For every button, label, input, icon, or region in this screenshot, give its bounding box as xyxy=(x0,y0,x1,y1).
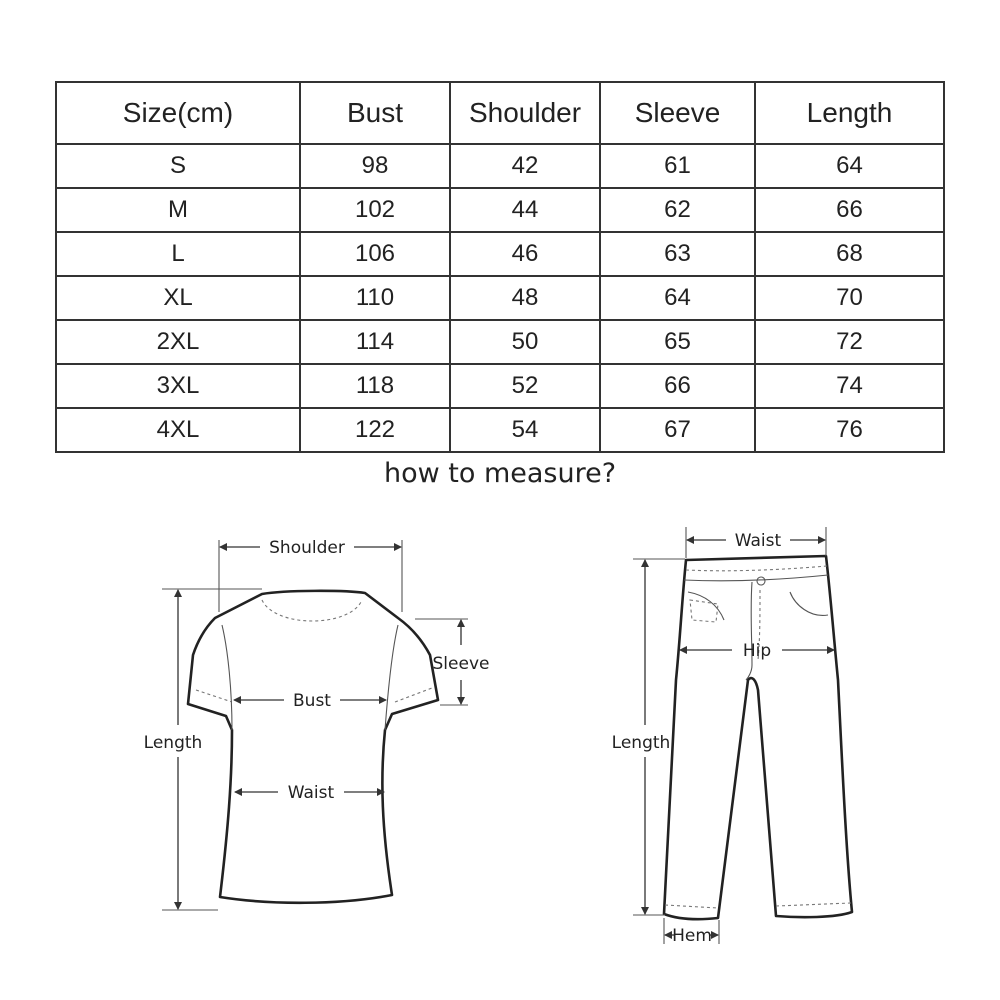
hem-label: Hem xyxy=(672,926,712,946)
cell-bust: 122 xyxy=(300,408,450,452)
header-shoulder: Shoulder xyxy=(450,82,600,144)
tshirt-diagram xyxy=(144,538,490,910)
cell-sleeve: 64 xyxy=(600,276,755,320)
bust-label: Bust xyxy=(293,691,331,711)
cell-length: 72 xyxy=(755,320,944,364)
cell-sleeve: 65 xyxy=(600,320,755,364)
pants-waistband-stitch xyxy=(686,566,827,571)
shoulder-label: Shoulder xyxy=(269,538,345,558)
cell-length: 74 xyxy=(755,364,944,408)
cell-size: 2XL xyxy=(56,320,300,364)
cell-bust: 98 xyxy=(300,144,450,188)
cell-shoulder: 54 xyxy=(450,408,600,452)
cell-length: 70 xyxy=(755,276,944,320)
header-length: Length xyxy=(755,82,944,144)
pants-length-label: Length xyxy=(611,733,671,753)
cell-size: L xyxy=(56,232,300,276)
pants-left-coin-pocket xyxy=(690,600,718,622)
cell-sleeve: 63 xyxy=(600,232,755,276)
cell-length: 66 xyxy=(755,188,944,232)
pants-fly xyxy=(746,582,752,680)
tshirt-right-sleeve-stitch xyxy=(395,688,432,702)
cell-bust: 102 xyxy=(300,188,450,232)
pants-diagram xyxy=(612,527,852,946)
tshirt-collar-stitch xyxy=(262,600,362,621)
length-label: Length xyxy=(143,733,203,753)
pants-outline xyxy=(664,556,852,919)
cell-length: 68 xyxy=(755,232,944,276)
cell-bust: 114 xyxy=(300,320,450,364)
pants-right-pocket xyxy=(790,592,828,615)
waist-label: Waist xyxy=(287,783,335,803)
header-bust: Bust xyxy=(300,82,450,144)
cell-sleeve: 62 xyxy=(600,188,755,232)
header-size: Size(cm) xyxy=(56,82,300,144)
pants-left-pocket xyxy=(688,592,724,620)
cell-sleeve: 66 xyxy=(600,364,755,408)
cell-shoulder: 52 xyxy=(450,364,600,408)
sleeve-label: Sleeve xyxy=(432,654,490,674)
cell-shoulder: 48 xyxy=(450,276,600,320)
cell-size: S xyxy=(56,144,300,188)
cell-bust: 110 xyxy=(300,276,450,320)
cell-shoulder: 42 xyxy=(450,144,600,188)
pants-button xyxy=(757,577,765,585)
cell-bust: 118 xyxy=(300,364,450,408)
pants-left-hem-stitch xyxy=(665,905,718,908)
cell-sleeve: 61 xyxy=(600,144,755,188)
cell-size: XL xyxy=(56,276,300,320)
header-sleeve: Sleeve xyxy=(600,82,755,144)
tshirt-outline xyxy=(188,591,438,903)
how-to-measure-heading: how to measure? xyxy=(383,458,617,489)
cell-size: M xyxy=(56,188,300,232)
cell-sleeve: 67 xyxy=(600,408,755,452)
cell-bust: 106 xyxy=(300,232,450,276)
cell-shoulder: 44 xyxy=(450,188,600,232)
cell-shoulder: 50 xyxy=(450,320,600,364)
cell-size: 4XL xyxy=(56,408,300,452)
pants-right-hem-stitch xyxy=(776,903,851,906)
cell-length: 64 xyxy=(755,144,944,188)
pants-waist-label: Waist xyxy=(734,531,782,551)
pants-waistband xyxy=(684,575,828,581)
tshirt-left-sleeve-stitch xyxy=(196,690,232,702)
cell-length: 76 xyxy=(755,408,944,452)
cell-shoulder: 46 xyxy=(450,232,600,276)
hip-label: Hip xyxy=(742,641,772,661)
cell-size: 3XL xyxy=(56,364,300,408)
